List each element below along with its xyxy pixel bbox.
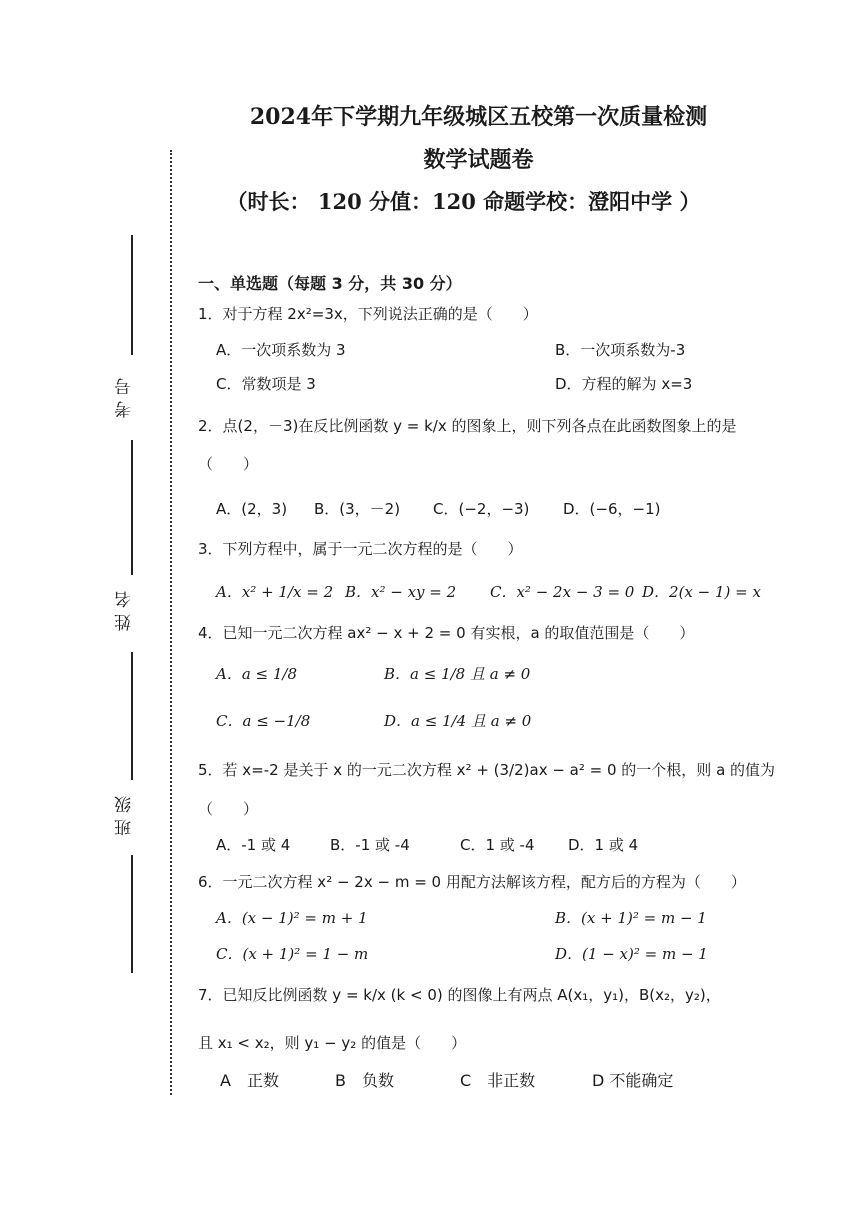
q6-option-d: D．(1 − x)² = m − 1	[555, 945, 708, 963]
binding-dotted-line	[170, 150, 172, 1095]
q4-option-d: D．a ≤ 1/4 且 a ≠ 0	[384, 712, 532, 730]
exam-no-label: 考号	[115, 372, 135, 418]
q6-option-a: A．(x − 1)² = m + 1	[216, 909, 368, 927]
question-5-stem-cont: （ ）	[198, 800, 259, 818]
q7-option-d: D 不能确定	[592, 1071, 674, 1090]
name-label: 姓名	[115, 585, 135, 631]
class-blank	[131, 652, 133, 780]
extra-blank	[131, 855, 133, 973]
q7-option-b: B 负数	[335, 1071, 394, 1090]
q1-option-a: A．一次项系数为 3	[216, 341, 346, 359]
question-2-stem-cont: （ ）	[198, 455, 259, 473]
q2-option-a: A．(2，3)	[216, 500, 288, 518]
q2-option-d: D．(−6，−1)	[563, 500, 661, 518]
q1-option-d: D．方程的解为 x=3	[555, 375, 693, 393]
exam-no-blank	[131, 235, 133, 355]
q5-option-c: C．1 或 -4	[460, 836, 535, 854]
q6-option-c: C．(x + 1)² = 1 − m	[216, 945, 369, 963]
question-3-stem: 3．下列方程中，属于一元二次方程的是（ ）	[198, 540, 523, 558]
section-heading: 一、单选题（每题 3 分，共 30 分）	[198, 274, 462, 293]
question-7-stem-cont: 且 x₁ < x₂，则 y₁ − y₂ 的值是（ ）	[198, 1034, 467, 1052]
class-label: 班级	[115, 790, 135, 836]
q3-option-a: A．x² + 1/x = 2	[216, 583, 334, 601]
q3-option-b: B．x² − xy = 2	[345, 583, 457, 601]
question-5-stem: 5．若 x=-2 是关于 x 的一元二次方程 x² + (3/2)ax − a² = 0 的一个根，则 a 的值为	[198, 761, 776, 779]
q4-option-a: A．a ≤ 1/8	[216, 665, 298, 683]
exam-info: （时长： 120 分值：120 命题学校：澄阳中学 ）	[226, 189, 701, 214]
q7-option-c: C 非正数	[460, 1071, 536, 1090]
q7-option-a: A 正数	[220, 1071, 279, 1090]
exam-title: 2024年下学期九年级城区五校第一次质量检测	[249, 104, 708, 130]
q1-option-c: C．常数项是 3	[216, 375, 316, 393]
question-2-stem: 2．点(2，－3)在反比例函数 y = k/x 的图象上，则下列各点在此函数图象上的是	[198, 417, 737, 435]
q6-option-b: B．(x + 1)² = m − 1	[555, 909, 707, 927]
name-blank	[131, 440, 133, 575]
q5-option-d: D．1 或 4	[568, 836, 639, 854]
q1-option-b: B．一次项系数为-3	[555, 341, 686, 359]
question-1-stem: 1．对于方程 2x²=3x，下列说法正确的是（ ）	[198, 305, 538, 323]
question-6-stem: 6．一元二次方程 x² − 2x − m = 0 用配方法解该方程，配方后的方程为（ ）	[198, 873, 746, 891]
q5-option-b: B．-1 或 -4	[330, 836, 410, 854]
q5-option-a: A．-1 或 4	[216, 836, 291, 854]
question-4-stem: 4．已知一元二次方程 ax² − x + 2 = 0 有实根，a 的取值范围是（ ）	[198, 624, 695, 642]
q4-option-b: B．a ≤ 1/8 且 a ≠ 0	[384, 665, 531, 683]
q4-option-c: C．a ≤ −1/8	[216, 712, 311, 730]
q2-option-b: B．(3，－2)	[314, 500, 401, 518]
exam-subtitle: 数学试题卷	[423, 147, 534, 173]
q2-option-c: C．(−2，−3)	[433, 500, 530, 518]
q3-option-c: C．x² − 2x − 3 = 0	[490, 583, 635, 601]
question-7-stem: 7．已知反比例函数 y = k/x (k < 0) 的图像上有两点 A(x₁，y₁)，B(x₂，y₂)，	[198, 986, 721, 1004]
q3-option-d: D．2(x − 1) = x	[642, 583, 761, 601]
